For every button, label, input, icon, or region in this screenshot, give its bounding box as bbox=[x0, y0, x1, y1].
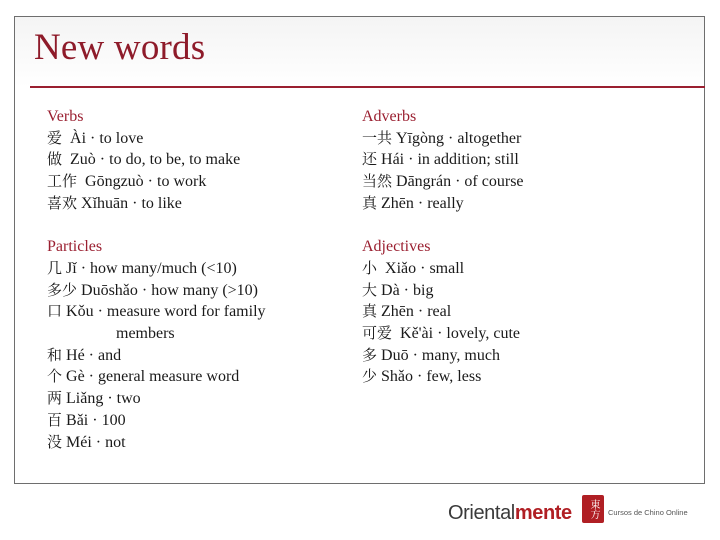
vocab-gloss: Duōshǎo · how many (>10) bbox=[81, 281, 259, 299]
orientalmente-logo bbox=[448, 498, 572, 528]
chinese-characters: 口 bbox=[47, 302, 63, 321]
vocab-entry-adjective-4 bbox=[362, 345, 692, 367]
vocab-entry-particle-1 bbox=[47, 280, 347, 302]
vocab-gloss: Liǎng · two bbox=[66, 390, 141, 408]
vocab-entry-particle-2 bbox=[47, 301, 347, 323]
chinese-characters: 喜欢 bbox=[47, 193, 78, 212]
vocab-entry-particle-7 bbox=[47, 432, 347, 454]
vocab-gloss: Méi · not bbox=[66, 433, 126, 451]
chinese-characters: 真 bbox=[362, 302, 378, 321]
vocab-gloss: Xiǎo · small bbox=[385, 259, 465, 277]
vocab-gloss: Kǒu · measure word for family bbox=[66, 303, 266, 321]
chinese-characters: 大 bbox=[362, 280, 378, 299]
vocab-entry-particle-3 bbox=[47, 345, 347, 367]
chinese-characters: 百 bbox=[47, 410, 63, 429]
chinese-characters: 少 bbox=[362, 367, 378, 386]
vocab-entry-adverb-0 bbox=[362, 128, 692, 150]
logo-wordmark bbox=[448, 502, 572, 525]
left-column bbox=[47, 106, 347, 453]
vocab-gloss: Jǐ · how many/much (<10) bbox=[66, 259, 237, 277]
vocab-entry-verb-3 bbox=[47, 193, 347, 215]
verbs-heading: Verbs bbox=[47, 108, 84, 125]
chinese-characters: 多少 bbox=[47, 280, 78, 299]
chinese-characters: 两 bbox=[47, 389, 63, 408]
vocab-gloss: Zuò · to do, to be, to make bbox=[70, 151, 241, 169]
chinese-characters: 没 bbox=[47, 432, 63, 451]
vocab-gloss: Zhēn · really bbox=[381, 194, 464, 212]
logo-part-mente: mente bbox=[514, 501, 572, 524]
vocab-gloss: Zhēn · real bbox=[381, 303, 452, 321]
chinese-characters: 还 bbox=[362, 150, 378, 169]
vocab-gloss: Kě'ài · lovely, cute bbox=[400, 325, 521, 343]
vocab-gloss: Yīgòng · altogether bbox=[396, 129, 522, 147]
vocab-entry-adjective-3 bbox=[362, 323, 692, 345]
vocab-gloss: Shǎo · few, less bbox=[381, 368, 482, 386]
vocab-entry-adjective-0 bbox=[362, 258, 692, 280]
vocab-gloss: Xǐhuān · to like bbox=[81, 194, 182, 212]
vocab-gloss: Dà · big bbox=[381, 281, 434, 299]
logo-tagline: Cursos de Chino Online bbox=[608, 508, 688, 517]
vocab-gloss: Ài · to love bbox=[70, 129, 144, 147]
seal-icon: 東方 bbox=[582, 495, 604, 523]
chinese-characters: 做 bbox=[47, 150, 63, 169]
vocab-gloss: Gè · general measure word bbox=[66, 368, 240, 386]
vocab-gloss: Hái · in addition; still bbox=[381, 151, 519, 169]
vocab-entry-adverb-1 bbox=[362, 149, 692, 171]
vocab-gloss: Duō · many, much bbox=[381, 346, 500, 364]
vocab-entry-particle-6 bbox=[47, 410, 347, 432]
title-divider bbox=[30, 86, 705, 88]
adverbs-heading: Adverbs bbox=[362, 108, 417, 125]
adjectives-heading: Adjectives bbox=[362, 238, 431, 256]
chinese-characters: 当然 bbox=[362, 172, 393, 191]
vocab-entry-adverb-2 bbox=[362, 171, 692, 193]
vocab-entry-particle-4 bbox=[47, 366, 347, 388]
vocab-gloss: Gōngzuò · to work bbox=[85, 173, 207, 191]
chinese-characters: 个 bbox=[47, 367, 63, 386]
vocab-entry-adjective-2 bbox=[362, 301, 692, 323]
vocab-gloss: Bǎi · 100 bbox=[66, 411, 126, 429]
chinese-characters: 一共 bbox=[362, 128, 393, 147]
chinese-characters: 爱 bbox=[47, 128, 63, 147]
vocab-gloss: Hé · and bbox=[66, 346, 122, 364]
vocab-entry-verb-2 bbox=[47, 171, 347, 193]
vocab-entry-verb-0 bbox=[47, 128, 347, 150]
vocab-entry-adjective-5 bbox=[362, 366, 692, 388]
slide-title: New words bbox=[34, 27, 206, 68]
vocab-entry-adjective-1 bbox=[362, 280, 692, 302]
right-column bbox=[362, 106, 692, 388]
chinese-characters: 真 bbox=[362, 193, 378, 212]
chinese-characters: 可爱 bbox=[362, 324, 393, 343]
vocab-entry-verb-1 bbox=[47, 149, 347, 171]
particles-heading: Particles bbox=[47, 238, 103, 256]
vocab-gloss-continuation: members bbox=[116, 325, 175, 343]
vocab-entry-particle-0 bbox=[47, 258, 347, 280]
vocab-gloss: Dāngrán · of course bbox=[396, 173, 524, 191]
logo-part-oriental: Oriental bbox=[448, 501, 515, 524]
chinese-characters: 小 bbox=[362, 258, 378, 277]
chinese-characters: 多 bbox=[362, 345, 378, 364]
vocab-entry-adverb-3 bbox=[362, 193, 692, 215]
chinese-characters: 几 bbox=[47, 258, 63, 277]
vocab-entry-particle-5 bbox=[47, 388, 347, 410]
chinese-characters: 和 bbox=[47, 345, 63, 364]
chinese-characters: 工作 bbox=[47, 172, 78, 191]
